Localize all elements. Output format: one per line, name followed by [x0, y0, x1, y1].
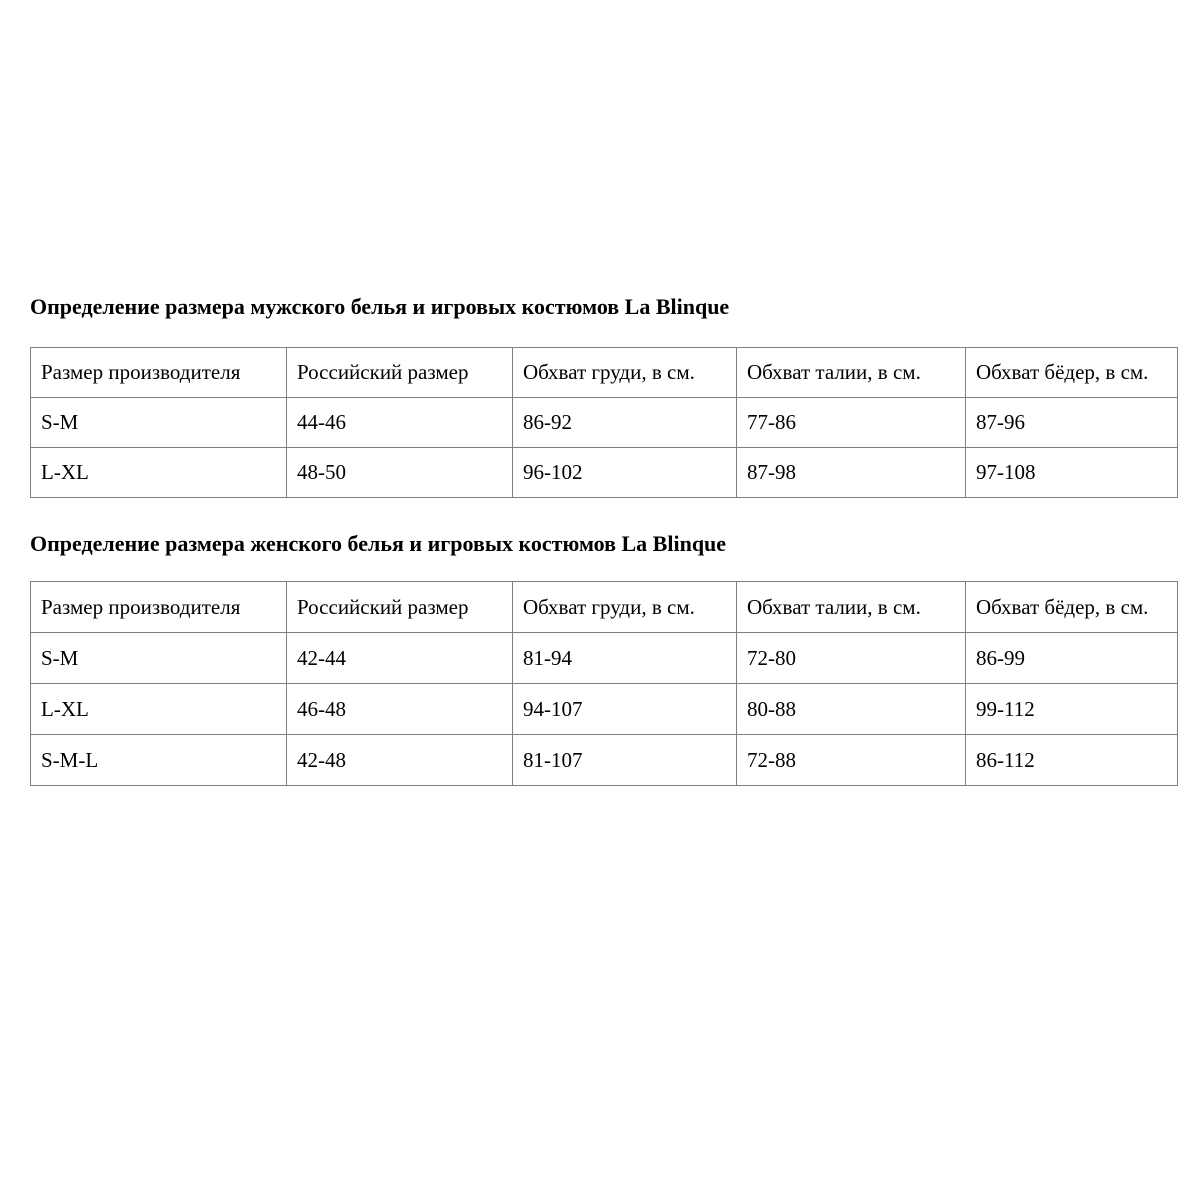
table-cell: 48-50: [287, 448, 513, 498]
table-row: [31, 735, 1178, 786]
column-header-chest: Обхват груди, в см.: [513, 582, 737, 633]
table-cell: 44-46: [287, 398, 513, 448]
table-cell: 96-102: [513, 448, 737, 498]
table-cell: 46-48: [287, 684, 513, 735]
column-header-manufacturer-size: Размер производителя: [31, 348, 287, 398]
table-cell: L-XL: [31, 448, 287, 498]
women-table-header-row: [31, 582, 1178, 633]
column-header-waist: Обхват талии, в см.: [737, 582, 966, 633]
table-cell: 42-48: [287, 735, 513, 786]
table-cell: 80-88: [737, 684, 966, 735]
column-header-waist: Обхват талии, в см.: [737, 348, 966, 398]
women-size-table: [30, 581, 1178, 786]
column-header-russian-size: Российский размер: [287, 582, 513, 633]
men-sizes-heading: Определение размера мужского белья и игровых костюмов La Blinque: [30, 294, 730, 319]
table-row: [31, 398, 1178, 448]
table-cell: 87-98: [737, 448, 966, 498]
table-cell: 97-108: [966, 448, 1178, 498]
men-table-header-row: [31, 348, 1178, 398]
table-row: [31, 448, 1178, 498]
table-row: [31, 633, 1178, 684]
table-cell: 94-107: [513, 684, 737, 735]
table-cell: S-M: [31, 398, 287, 448]
table-cell: 86-99: [966, 633, 1178, 684]
table-cell: S-M: [31, 633, 287, 684]
table-cell: 87-96: [966, 398, 1178, 448]
table-cell: 72-88: [737, 735, 966, 786]
table-cell: 86-92: [513, 398, 737, 448]
table-cell: 81-107: [513, 735, 737, 786]
table-cell: S-M-L: [31, 735, 287, 786]
table-cell: 81-94: [513, 633, 737, 684]
column-header-chest: Обхват груди, в см.: [513, 348, 737, 398]
table-row: [31, 684, 1178, 735]
women-sizes-heading: Определение размера женского белья и игровых костюмов La Blinque: [30, 531, 727, 556]
column-header-hips: Обхват бёдер, в см.: [966, 348, 1178, 398]
table-cell: 99-112: [966, 684, 1178, 735]
table-cell: 86-112: [966, 735, 1178, 786]
column-header-russian-size: Российский размер: [287, 348, 513, 398]
table-cell: 42-44: [287, 633, 513, 684]
table-cell: 77-86: [737, 398, 966, 448]
men-size-table: [30, 347, 1178, 498]
column-header-manufacturer-size: Размер производителя: [31, 582, 287, 633]
table-cell: 72-80: [737, 633, 966, 684]
column-header-hips: Обхват бёдер, в см.: [966, 582, 1178, 633]
table-cell: L-XL: [31, 684, 287, 735]
